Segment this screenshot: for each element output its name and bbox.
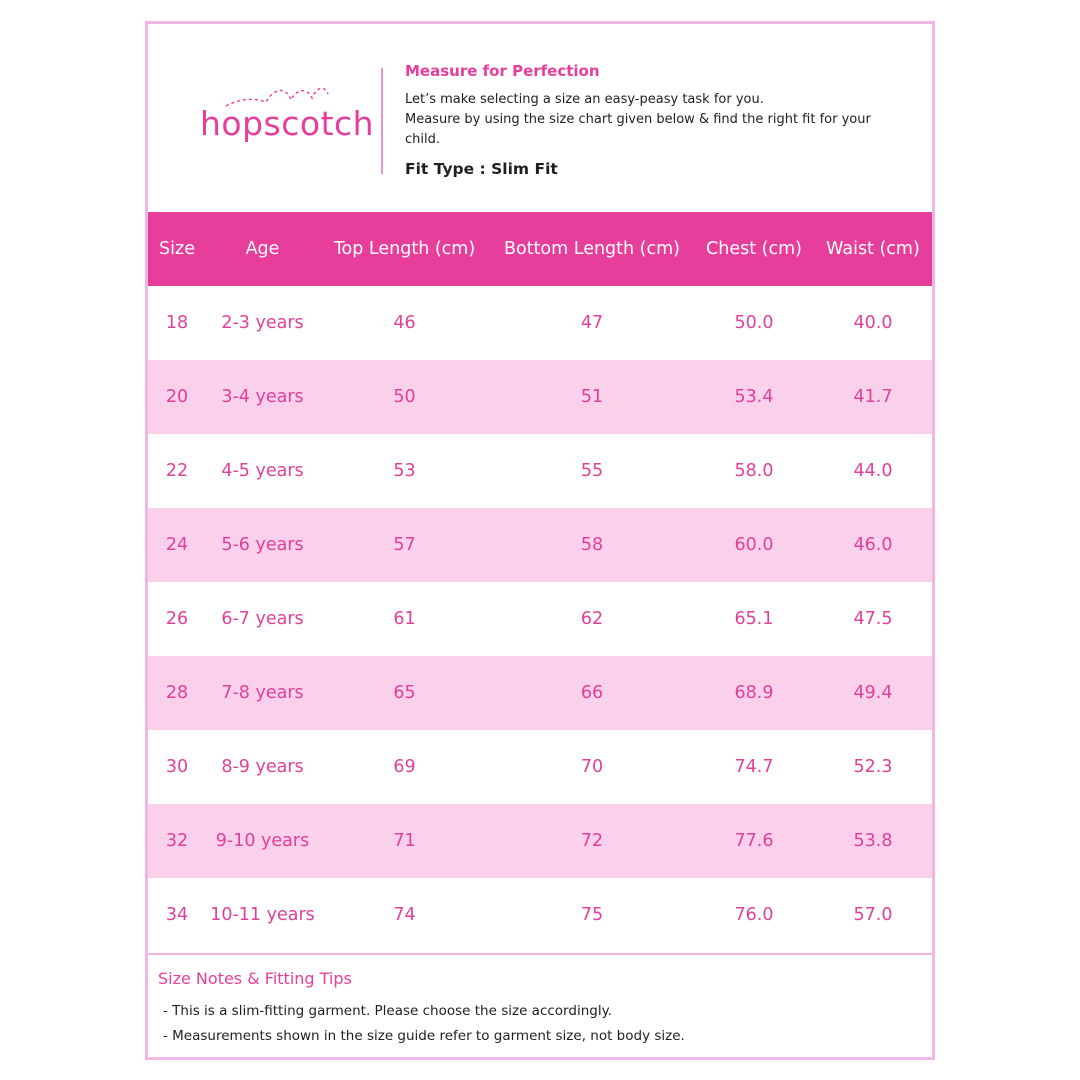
- cell-size: 28: [148, 656, 206, 730]
- cell-size: 32: [148, 804, 206, 878]
- cell-waist: 41.7: [814, 360, 932, 434]
- cell-top-length: 61: [393, 609, 416, 629]
- cell-bottom-length: 62: [580, 609, 604, 629]
- table-row: [148, 286, 932, 360]
- header-top-length: Top Length (cm): [319, 212, 490, 286]
- header-size: Size: [148, 212, 206, 286]
- table-row: [148, 656, 932, 730]
- cell-waist: 49.4: [814, 656, 932, 730]
- cell-chest: 58.0: [734, 461, 774, 481]
- cell-size: 26: [165, 609, 189, 629]
- intro-line-1: Let’s make selecting a size an easy-peasy task for you.: [405, 92, 764, 107]
- cell-age: 3-4 years: [206, 360, 319, 434]
- cell-top-length: 46: [393, 313, 416, 333]
- cell-age: 2-3 years: [221, 313, 304, 333]
- cell-top-length: 71: [319, 804, 490, 878]
- cell-age: 4-5 years: [221, 461, 304, 481]
- cell-chest: 68.9: [694, 656, 814, 730]
- cell-size: 24: [148, 508, 206, 582]
- list-item: - This is a slim-fitting garment. Please choose the size accordingly.: [163, 1003, 612, 1019]
- cell-top-length: 53: [393, 461, 416, 481]
- size-chart-header: [148, 24, 932, 212]
- logo-text: hopscotch: [200, 104, 375, 143]
- cell-bottom-length: 75: [580, 905, 604, 925]
- table-row: [148, 434, 932, 508]
- header-waist: Waist (cm): [814, 212, 932, 286]
- size-chart-card: [145, 21, 935, 1060]
- cell-size: 18: [165, 313, 189, 333]
- intro-title: Measure for Perfection: [405, 62, 600, 80]
- cell-top-length: 74: [393, 905, 416, 925]
- cell-chest: 77.6: [694, 804, 814, 878]
- cell-top-length: 57: [319, 508, 490, 582]
- cell-size: 30: [165, 757, 189, 777]
- size-notes: [148, 953, 932, 1059]
- size-table: [148, 212, 932, 952]
- header-bottom-length: Bottom Length (cm): [490, 212, 694, 286]
- cell-age: 6-7 years: [221, 609, 304, 629]
- cell-bottom-length: 66: [490, 656, 694, 730]
- cell-bottom-length: 51: [490, 360, 694, 434]
- cell-age: 9-10 years: [206, 804, 319, 878]
- table-row: [148, 804, 932, 878]
- cell-chest: 74.7: [734, 757, 774, 777]
- cell-waist: 44.0: [853, 461, 893, 481]
- cell-size: 34: [165, 905, 189, 925]
- cell-bottom-length: 72: [490, 804, 694, 878]
- cell-chest: 50.0: [734, 313, 774, 333]
- cell-waist: 46.0: [814, 508, 932, 582]
- cell-bottom-length: 58: [490, 508, 694, 582]
- cell-waist: 52.3: [853, 757, 893, 777]
- table-row: [148, 582, 932, 656]
- table-row: [148, 508, 932, 582]
- size-notes-list: [163, 999, 685, 1049]
- intro-block: [405, 62, 905, 178]
- cell-bottom-length: 70: [580, 757, 604, 777]
- header-chest: Chest (cm): [694, 212, 814, 286]
- cell-top-length: 50: [319, 360, 490, 434]
- cell-waist: 40.0: [853, 313, 893, 333]
- table-header-row: [148, 212, 932, 286]
- cell-size: 22: [165, 461, 189, 481]
- cell-top-length: 69: [393, 757, 416, 777]
- size-notes-title: Size Notes & Fitting Tips: [158, 969, 352, 988]
- cell-age: 7-8 years: [206, 656, 319, 730]
- cell-chest: 53.4: [694, 360, 814, 434]
- cell-bottom-length: 47: [580, 313, 604, 333]
- table-row: [148, 360, 932, 434]
- table-row: [148, 878, 932, 952]
- cell-age: 8-9 years: [221, 757, 304, 777]
- table-row: [148, 730, 932, 804]
- list-item: - Measurements shown in the size guide refer to garment size, not body size.: [163, 1028, 685, 1044]
- hopscotch-logo: [196, 80, 375, 150]
- cell-chest: 76.0: [734, 905, 774, 925]
- cell-top-length: 65: [319, 656, 490, 730]
- header-divider: [381, 68, 383, 174]
- cell-bottom-length: 55: [580, 461, 604, 481]
- intro-line-2: Measure by using the size chart given below & find the right fit for your child.: [405, 112, 871, 147]
- cell-waist: 53.8: [814, 804, 932, 878]
- cell-age: 5-6 years: [206, 508, 319, 582]
- cell-chest: 60.0: [694, 508, 814, 582]
- cell-waist: 47.5: [853, 609, 893, 629]
- cell-waist: 57.0: [853, 905, 893, 925]
- cell-size: 20: [148, 360, 206, 434]
- fit-type: Fit Type : Slim Fit: [405, 160, 558, 178]
- cell-chest: 65.1: [734, 609, 774, 629]
- cell-age: 10-11 years: [210, 905, 315, 925]
- header-age: Age: [206, 212, 319, 286]
